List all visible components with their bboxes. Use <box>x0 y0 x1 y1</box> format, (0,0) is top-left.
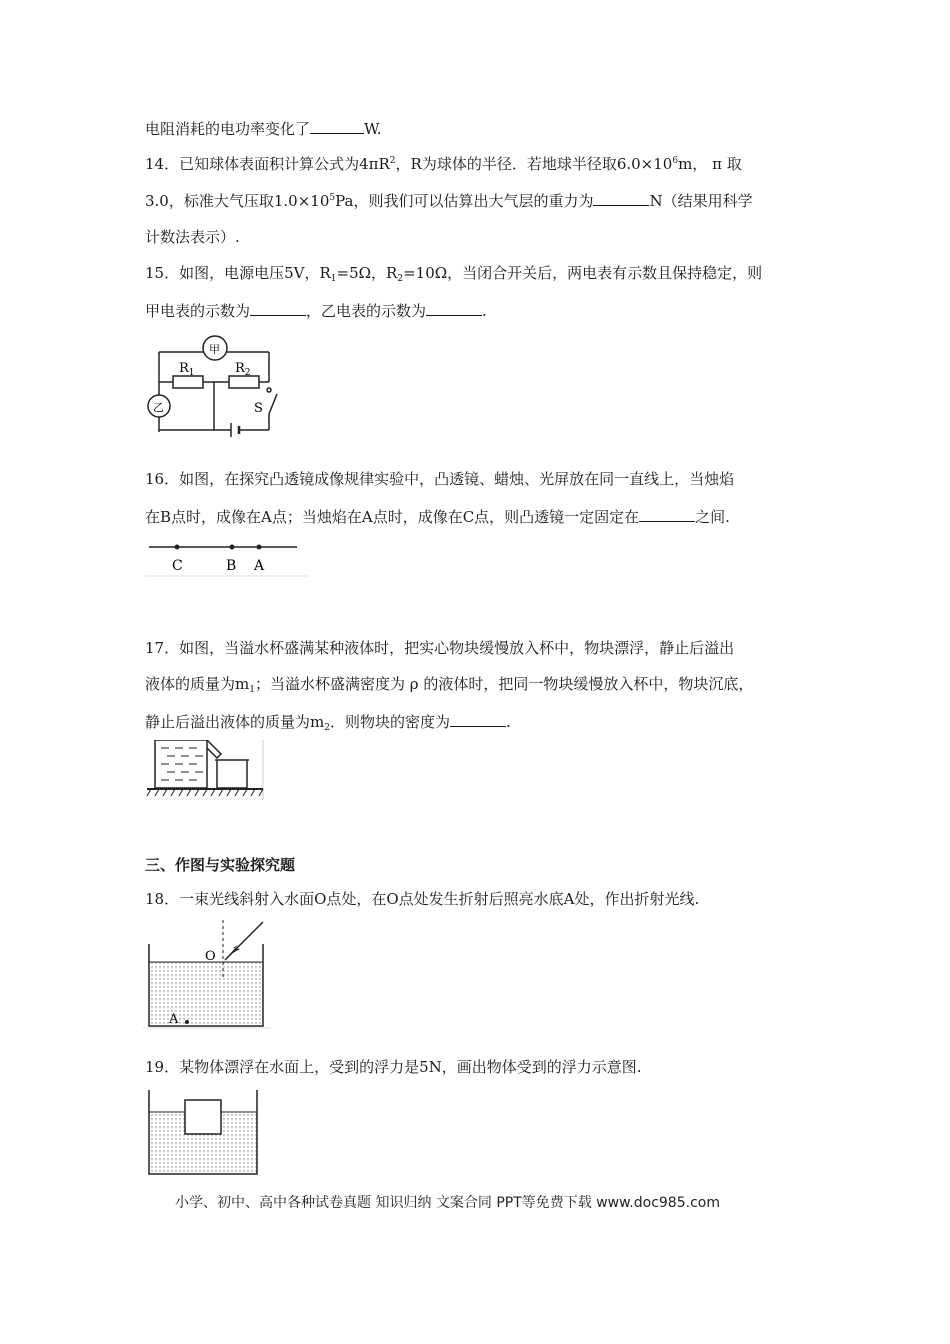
q14-line-2: 3.0，标准大气压取$1.0\times 10^5Pa$，则我们可以估算出大气层的重力为 N（结果用科学 <box>145 192 753 210</box>
incident-ray <box>225 922 263 960</box>
ammeter-label-jia: 甲 <box>209 343 220 356</box>
spout <box>207 740 221 758</box>
point-a-label: A <box>169 1012 179 1027</box>
answer-blank[interactable] <box>426 300 482 316</box>
q14-line-1: 14．已知球体表面积计算公式为$4\pi R^2$，R为球体的半径．若地球半径取$6.0\times 10^6m$， π 取 <box>145 155 742 173</box>
point-a-label: A <box>254 558 265 574</box>
point-o-label: O <box>205 949 216 964</box>
answer-blank[interactable] <box>593 190 649 206</box>
optical-axis-diagram <box>145 538 307 578</box>
refraction-diagram <box>143 918 271 1030</box>
q15-line-1: 15．如图，电源电压5V，$R_1=5\Omega$，$R_2=10\Omega$，当闭合开关后，两电表有示数且保持稳定，则 <box>145 264 763 284</box>
q17-line-2: 液体的质量为$m_1$；当溢水杯盛满密度为 ρ 的液体时，把同一物块缓慢放入杯中，物块沉底， <box>145 675 754 695</box>
floating-block-diagram <box>143 1086 263 1178</box>
point-c <box>175 545 180 550</box>
q15-line-2: 甲电表的示数为 ，乙电表的示数为 . <box>145 302 487 320</box>
q18-line: 18．一束光线斜射入水面O点处，在O点处发生折射后照亮水底A处，作出折射光线. <box>145 890 700 908</box>
circuit-diagram <box>145 330 285 438</box>
point-b <box>230 545 235 550</box>
q16-line-2: 在B点时，成像在A点；当烛焰在A点时，成像在C点，则凸透镜一定固定在 之间. <box>145 508 730 526</box>
overflow-cup-diagram <box>145 740 269 802</box>
q17-line-1: 17．如图，当溢水杯盛满某种液体时，把实心物块缓慢放入杯中，物块漂浮，静止后溢出 <box>145 639 735 657</box>
switch-label: S <box>254 401 263 416</box>
point-b-label: B <box>226 558 237 574</box>
q14-line-3: 计数法表示）. <box>145 228 240 246</box>
answer-blank[interactable] <box>450 711 506 727</box>
section-heading: 三、作图与实验探究题 <box>145 856 296 874</box>
floating-block <box>185 1100 221 1134</box>
point-c-label: C <box>172 558 183 574</box>
q13-tail-line: 电阻消耗的电功率变化了 W. <box>145 120 382 138</box>
answer-blank[interactable] <box>250 300 306 316</box>
r1-label: $R_1$ <box>179 361 195 378</box>
page-footer: 小学、初中、高中各种试卷真题 知识归纳 文案合同 PPT等免费下载 www.doc985.com <box>175 1195 720 1211</box>
beaker <box>217 760 247 788</box>
answer-blank[interactable] <box>639 506 695 522</box>
point-a <box>185 1020 189 1024</box>
q16-line-1: 16．如图，在探究凸透镜成像规律实验中，凸透镜、蜡烛、光屏放在同一直线上，当烛焰 <box>145 470 735 488</box>
meter-label-yi: 乙 <box>153 401 164 414</box>
q17-line-3: 静止后溢出液体的质量为$m_2$．则物块的密度为 . <box>145 713 511 733</box>
answer-blank[interactable] <box>310 118 364 134</box>
point-a <box>257 545 262 550</box>
q19-line: 19．某物体漂浮在水面上，受到的浮力是5N，画出物体受到的浮力示意图. <box>145 1058 642 1076</box>
r2-label: $R_2$ <box>235 361 251 378</box>
